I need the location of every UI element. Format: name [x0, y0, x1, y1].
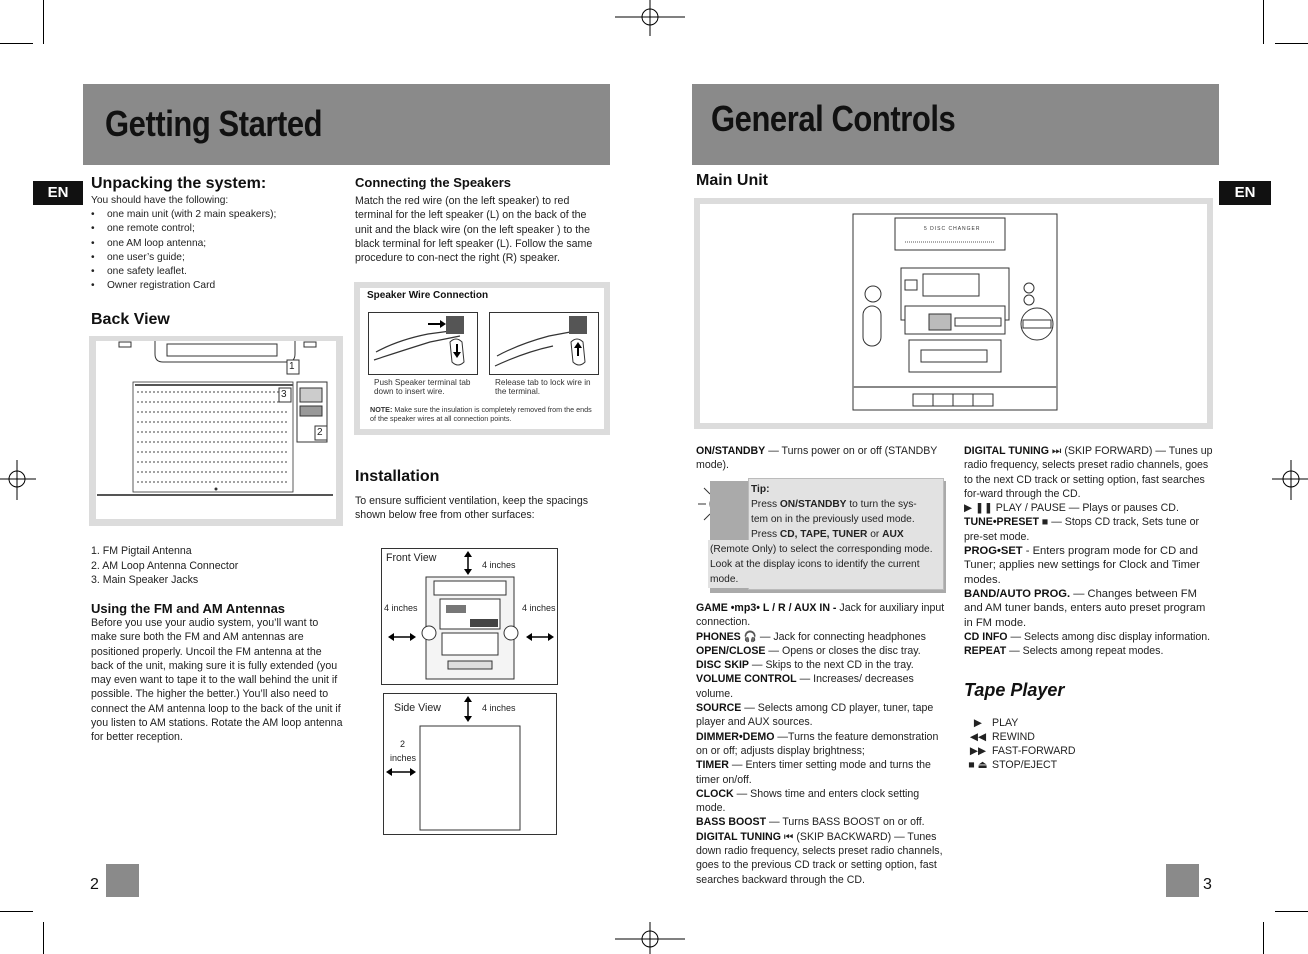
wire-note: [370, 405, 595, 423]
control-digital-tuning-back: DIGITAL TUNING ⏮ (SKIP BACKWARD) — Tunes down radio frequency, selects preset radio channels, goes to the previous CD track or setting option, fast searches backward through the CD.: [696, 830, 943, 886]
play-icon: ▶: [973, 717, 983, 729]
crop-mark: [1263, 0, 1264, 44]
back-view-illustration: [89, 336, 343, 526]
tape-player-legend: [964, 716, 1164, 772]
side-left-gap-unit: inches: [390, 753, 417, 763]
list-item: • Owner registration Card: [91, 279, 341, 293]
tip-label: Tip:: [751, 484, 770, 495]
control-digital-tuning-forward: DIGITAL TUNING ⏭ (SKIP FORWARD) — Tunes up radio frequency, selects preset radio channels, goes to the next CD track or setting option, fast searches for-ward through the CD.: [964, 445, 1213, 500]
controls-right-column: [964, 444, 1216, 658]
unpacking-intro: You should have the following:: [91, 195, 229, 206]
tape-row-stop-eject: ■ ⏏ STOP/EJECT: [964, 758, 1164, 772]
control-open-close: OPEN/CLOSE — Opens or closes the disc tray.: [696, 644, 921, 657]
page-number-right: 3: [1203, 876, 1212, 893]
tape-player-title: Tape Player: [964, 680, 1065, 700]
control-dimmer-demo: DIMMER•DEMO —Turns the feature demonstration on or off; adjusts display brightness;: [696, 730, 939, 757]
speakers-text: Match the red wire (on the left speaker) to red terminal for the left speaker (L) on the back of the unit and the black wire (on the left speaker ) to the black terminal for left speaker (L). Follow the same procedure to con-nect the right (R) speaker.: [355, 195, 593, 265]
crop-mark: [43, 922, 44, 954]
control-prog-set: PROG•SET - Enters program mode for CD and Tuner; applies new settings for Clock and Timer modes.: [964, 545, 1200, 586]
registration-mark-left: [0, 460, 36, 500]
note-label: NOTE:: [370, 405, 393, 414]
unpacking-title: Unpacking the system:: [91, 175, 267, 192]
list-item: • one safety leaflet.: [91, 265, 341, 279]
control-tune-preset: TUNE•PRESET ■ — Stops CD track, Sets tune or pre-set mode.: [964, 516, 1200, 543]
registration-mark-right: [1272, 460, 1308, 500]
registration-mark-bottom: [615, 922, 685, 954]
push-tab-illustration: [368, 312, 478, 375]
front-view-label: Front View: [386, 552, 437, 564]
side-view-illustration: [384, 694, 556, 834]
speaker-wire-box: [354, 282, 610, 435]
tip-line4: (Remote Only) to select the corresponding mode. Look at the display icons to identify the current mode.: [710, 544, 933, 585]
antennas-title: Using the FM and AM Antennas: [91, 601, 286, 616]
tape-row-rewind: ◀◀ REWIND: [964, 730, 1164, 744]
page-number-box-left: [106, 864, 139, 897]
control-clock: CLOCK — Shows time and enters clock setting mode.: [696, 787, 920, 815]
control-cd-info: CD INFO — Selects among disc display information.: [964, 630, 1211, 643]
language-tab-right: EN: [1219, 181, 1271, 205]
legend-item: 1. FM Pigtail Antenna: [91, 545, 192, 557]
control-desc: — Turns power on or off (STANDBY mode).: [696, 445, 938, 472]
device-display-label: 5 DISC CHANGER: [924, 226, 981, 232]
control-onstandby: [696, 444, 942, 473]
main-unit-title: Main Unit: [696, 172, 768, 189]
stop-eject-icon: ■ ⏏: [968, 759, 988, 771]
list-item: • one AM loop antenna;: [91, 237, 341, 251]
back-view-legend: [91, 544, 341, 588]
control-band-auto-prog: BAND/AUTO PROG. — Changes between FM and AM tuner bands, enters auto preset program in FM mode.: [964, 587, 1206, 629]
page-number-box-right: [1166, 864, 1199, 897]
note-text: Make sure the insulation is completely removed from the ends of the speaker wires at all connection points.: [370, 405, 592, 423]
registration-mark-top: [615, 0, 685, 36]
tip-line2: tem on in the previously used mode.: [751, 514, 915, 525]
control-phones: PHONES 🎧 — Jack for connecting headphones: [696, 630, 926, 643]
side-view-label: Side View: [394, 702, 441, 714]
crop-mark: [0, 911, 33, 912]
tip-box: [696, 478, 946, 594]
back-view-title: Back View: [91, 311, 170, 328]
callout-1: 1: [289, 361, 295, 372]
control-bass-boost: BASS BOOST — Turns BASS BOOST on or off.: [696, 816, 925, 829]
control-play-pause: ▶ ❚❚ PLAY / PAUSE — Plays or pauses CD.: [964, 502, 1179, 515]
control-disc-skip: DISC SKIP — Skips to the next CD in the tray.: [696, 659, 914, 672]
crop-mark: [43, 0, 44, 44]
list-item: • one main unit (with 2 main speakers);: [91, 208, 341, 222]
release-tab-illustration: [489, 312, 599, 375]
rewind-icon: ◀◀: [969, 731, 987, 743]
page-title-general-controls: General Controls: [711, 98, 956, 139]
crop-mark: [1275, 43, 1308, 44]
control-name: ON/STANDBY: [696, 445, 766, 457]
side-left-gap-num: 2: [400, 739, 406, 749]
unpacking-list: [91, 208, 341, 294]
front-view-figure: [381, 548, 558, 685]
main-unit-figure: [694, 198, 1213, 429]
legend-item: 3. Main Speaker Jacks: [91, 574, 199, 587]
controls-left-column: [696, 601, 948, 887]
control-volume: VOLUME CONTROL — Increases/ decreases volume.: [696, 673, 914, 700]
release-caption: Release tab to lock wire in the terminal.: [495, 378, 591, 396]
tape-row-fast-forward: ▶▶ FAST-FORWARD: [964, 744, 1164, 758]
antennas-text: Before you use your audio system, you’ll want to make sure both the FM and AM antennas are positioned properly. Uncoil the FM antenna at the back of the unit, making sure it is fully extended (you may even want to tape it to the wall behind the unit if possible. The higher the better.) You’ll also need to connect the AM antenna loop to the back of the unit if you listen to AM stations. Rotate the AM loop antenna for better reception.: [91, 617, 343, 744]
speakers-title: Connecting the Speakers: [355, 175, 512, 190]
tip-line1: Press ON/STANDBY to turn the sys-: [751, 499, 917, 510]
push-caption: Push Speaker terminal tab down to insert wire.: [374, 378, 471, 396]
page-number-left: 2: [90, 876, 99, 893]
front-left-gap: 4 inches: [384, 603, 418, 613]
crop-mark: [1275, 911, 1308, 912]
callout-3: 3: [281, 389, 287, 400]
callout-2: 2: [317, 427, 323, 438]
control-source: SOURCE — Selects among CD player, tuner, tape player and AUX sources.: [696, 702, 934, 729]
installation-title: Installation: [355, 468, 440, 485]
wire-box-title: Speaker Wire Connection: [367, 290, 489, 301]
control-repeat: REPEAT — Selects among repeat modes.: [964, 645, 1164, 658]
fast-forward-icon: ▶▶: [969, 745, 987, 757]
language-tab-left: EN: [33, 181, 83, 205]
legend-item: 2. AM Loop Antenna Connector: [91, 559, 239, 572]
list-item: • one remote control;: [91, 222, 341, 236]
front-top-gap: 4 inches: [482, 560, 516, 570]
crop-mark: [1263, 922, 1264, 954]
side-view-figure: [383, 693, 557, 835]
front-right-gap: 4 inches: [522, 603, 556, 613]
back-view-figure: [89, 336, 343, 526]
tip-line3: Press CD, TAPE, TUNER or AUX: [751, 529, 904, 540]
control-timer: TIMER — Enters timer setting mode and turns the timer on/off.: [696, 759, 931, 786]
tape-row-play: ▶ PLAY: [964, 716, 1164, 730]
main-unit-illustration: [849, 210, 1061, 414]
crop-mark: [0, 43, 33, 44]
side-top-gap: 4 inches: [482, 703, 516, 713]
list-item: • one user’s guide;: [91, 251, 341, 265]
installation-text: To ensure sufficient ventilation, keep the spacings shown below free from other surfaces:: [355, 495, 589, 522]
control-game-aux: GAME •mp3• L / R / AUX IN - Jack for auxiliary input connection.: [696, 602, 945, 629]
front-view-illustration: [382, 549, 557, 684]
page-title-getting-started: Getting Started: [105, 103, 323, 144]
